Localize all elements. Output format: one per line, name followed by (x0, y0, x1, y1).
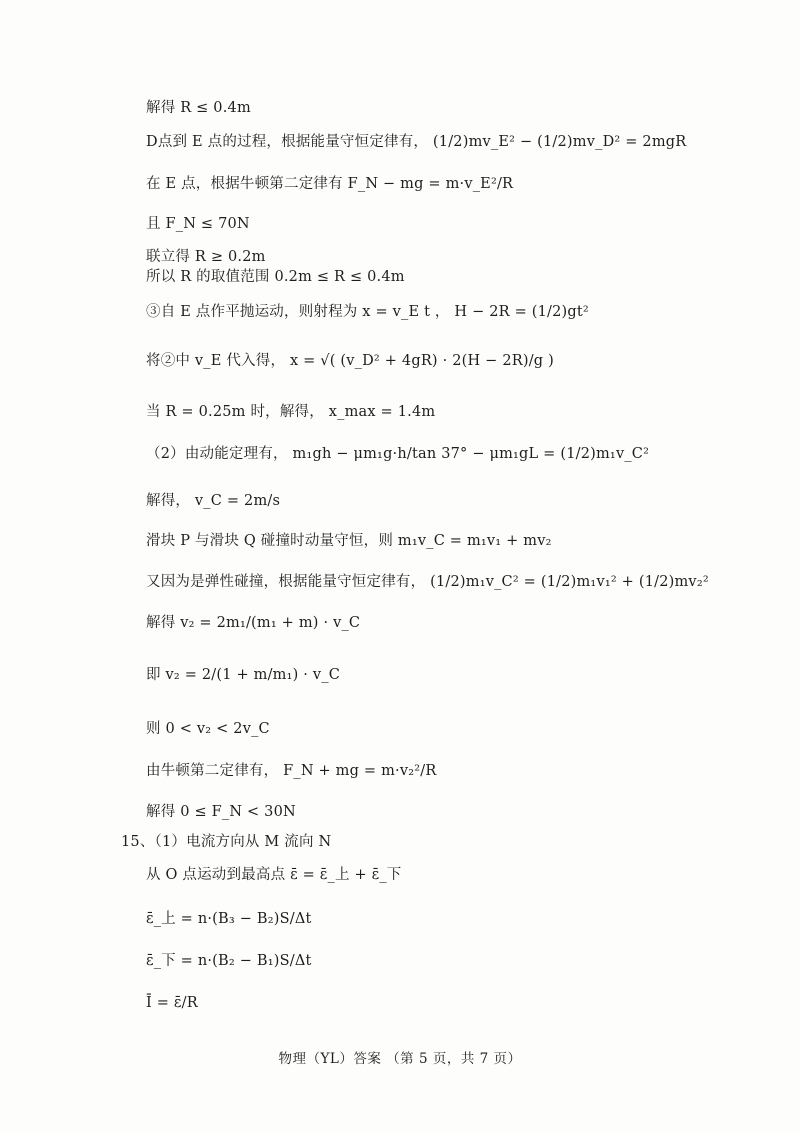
line-7: ③自 E 点作平抛运动，则射程为 x = v_E t ， H − 2R = (1/2)gt² (146, 304, 589, 320)
line-17: 由牛顿第二定律有， F_N + mg = m·v₂²/R (146, 763, 437, 779)
line-13: 又因为是弹性碰撞，根据能量守恒定律有， (1/2)m₁v_C² = (1/2)m₁v₁² + (1/2)mv₂² (146, 574, 709, 590)
line-15: 即 v₂ = 2/(1 + m/m₁) · v_C (146, 667, 341, 683)
line-21: ε̄_上 = n·(B₃ − B₂)S/Δt (146, 911, 312, 927)
line-20: 从 O 点运动到最高点 ε̄ = ε̄_上 + ε̄_下 (146, 867, 402, 883)
line-23: Ī = ε̄/R (146, 995, 198, 1011)
line-22: ε̄_下 = n·(B₂ − B₁)S/Δt (146, 953, 312, 969)
line-10: （2）由动能定理有， m₁gh − μm₁g·h/tan 37° − μm₁gL = (1/2)m₁v_C² (146, 446, 650, 462)
question-15-heading: 15、（1）电流方向从 M 流向 N (121, 834, 332, 850)
line-18: 解得 0 ≤ F_N < 30N (146, 804, 296, 820)
line-14: 解得 v₂ = 2m₁/(m₁ + m) · v_C (146, 615, 361, 631)
line-3: 在 E 点，根据牛顿第二定律有 F_N − mg = m·v_E²/R (146, 176, 514, 192)
line-4: 且 F_N ≤ 70N (146, 216, 250, 232)
page-footer: 物理（YL）答案 （第 5 页，共 7 页） (278, 1051, 522, 1067)
line-11: 解得， v_C = 2m/s (146, 493, 281, 509)
line-2: D点到 E 点的过程，根据能量守恒定律有， (1/2)mv_E² − (1/2)mv_D² = 2mgR (146, 134, 687, 150)
line-5: 联立得 R ≥ 0.2m (146, 249, 266, 265)
line-12: 滑块 P 与滑块 Q 碰撞时动量守恒，则 m₁v_C = m₁v₁ + mv₂ (146, 533, 552, 549)
line-8: 将②中 v_E 代入得， x = √( (v_D² + 4gR) · 2(H − 2R)/g ) (146, 353, 554, 369)
line-6: 所以 R 的取值范围 0.2m ≤ R ≤ 0.4m (146, 269, 405, 285)
line-16: 则 0 < v₂ < 2v_C (146, 721, 270, 737)
line-9: 当 R = 0.25m 时，解得， x_max = 1.4m (146, 404, 436, 420)
line-1: 解得 R ≤ 0.4m (146, 100, 251, 116)
